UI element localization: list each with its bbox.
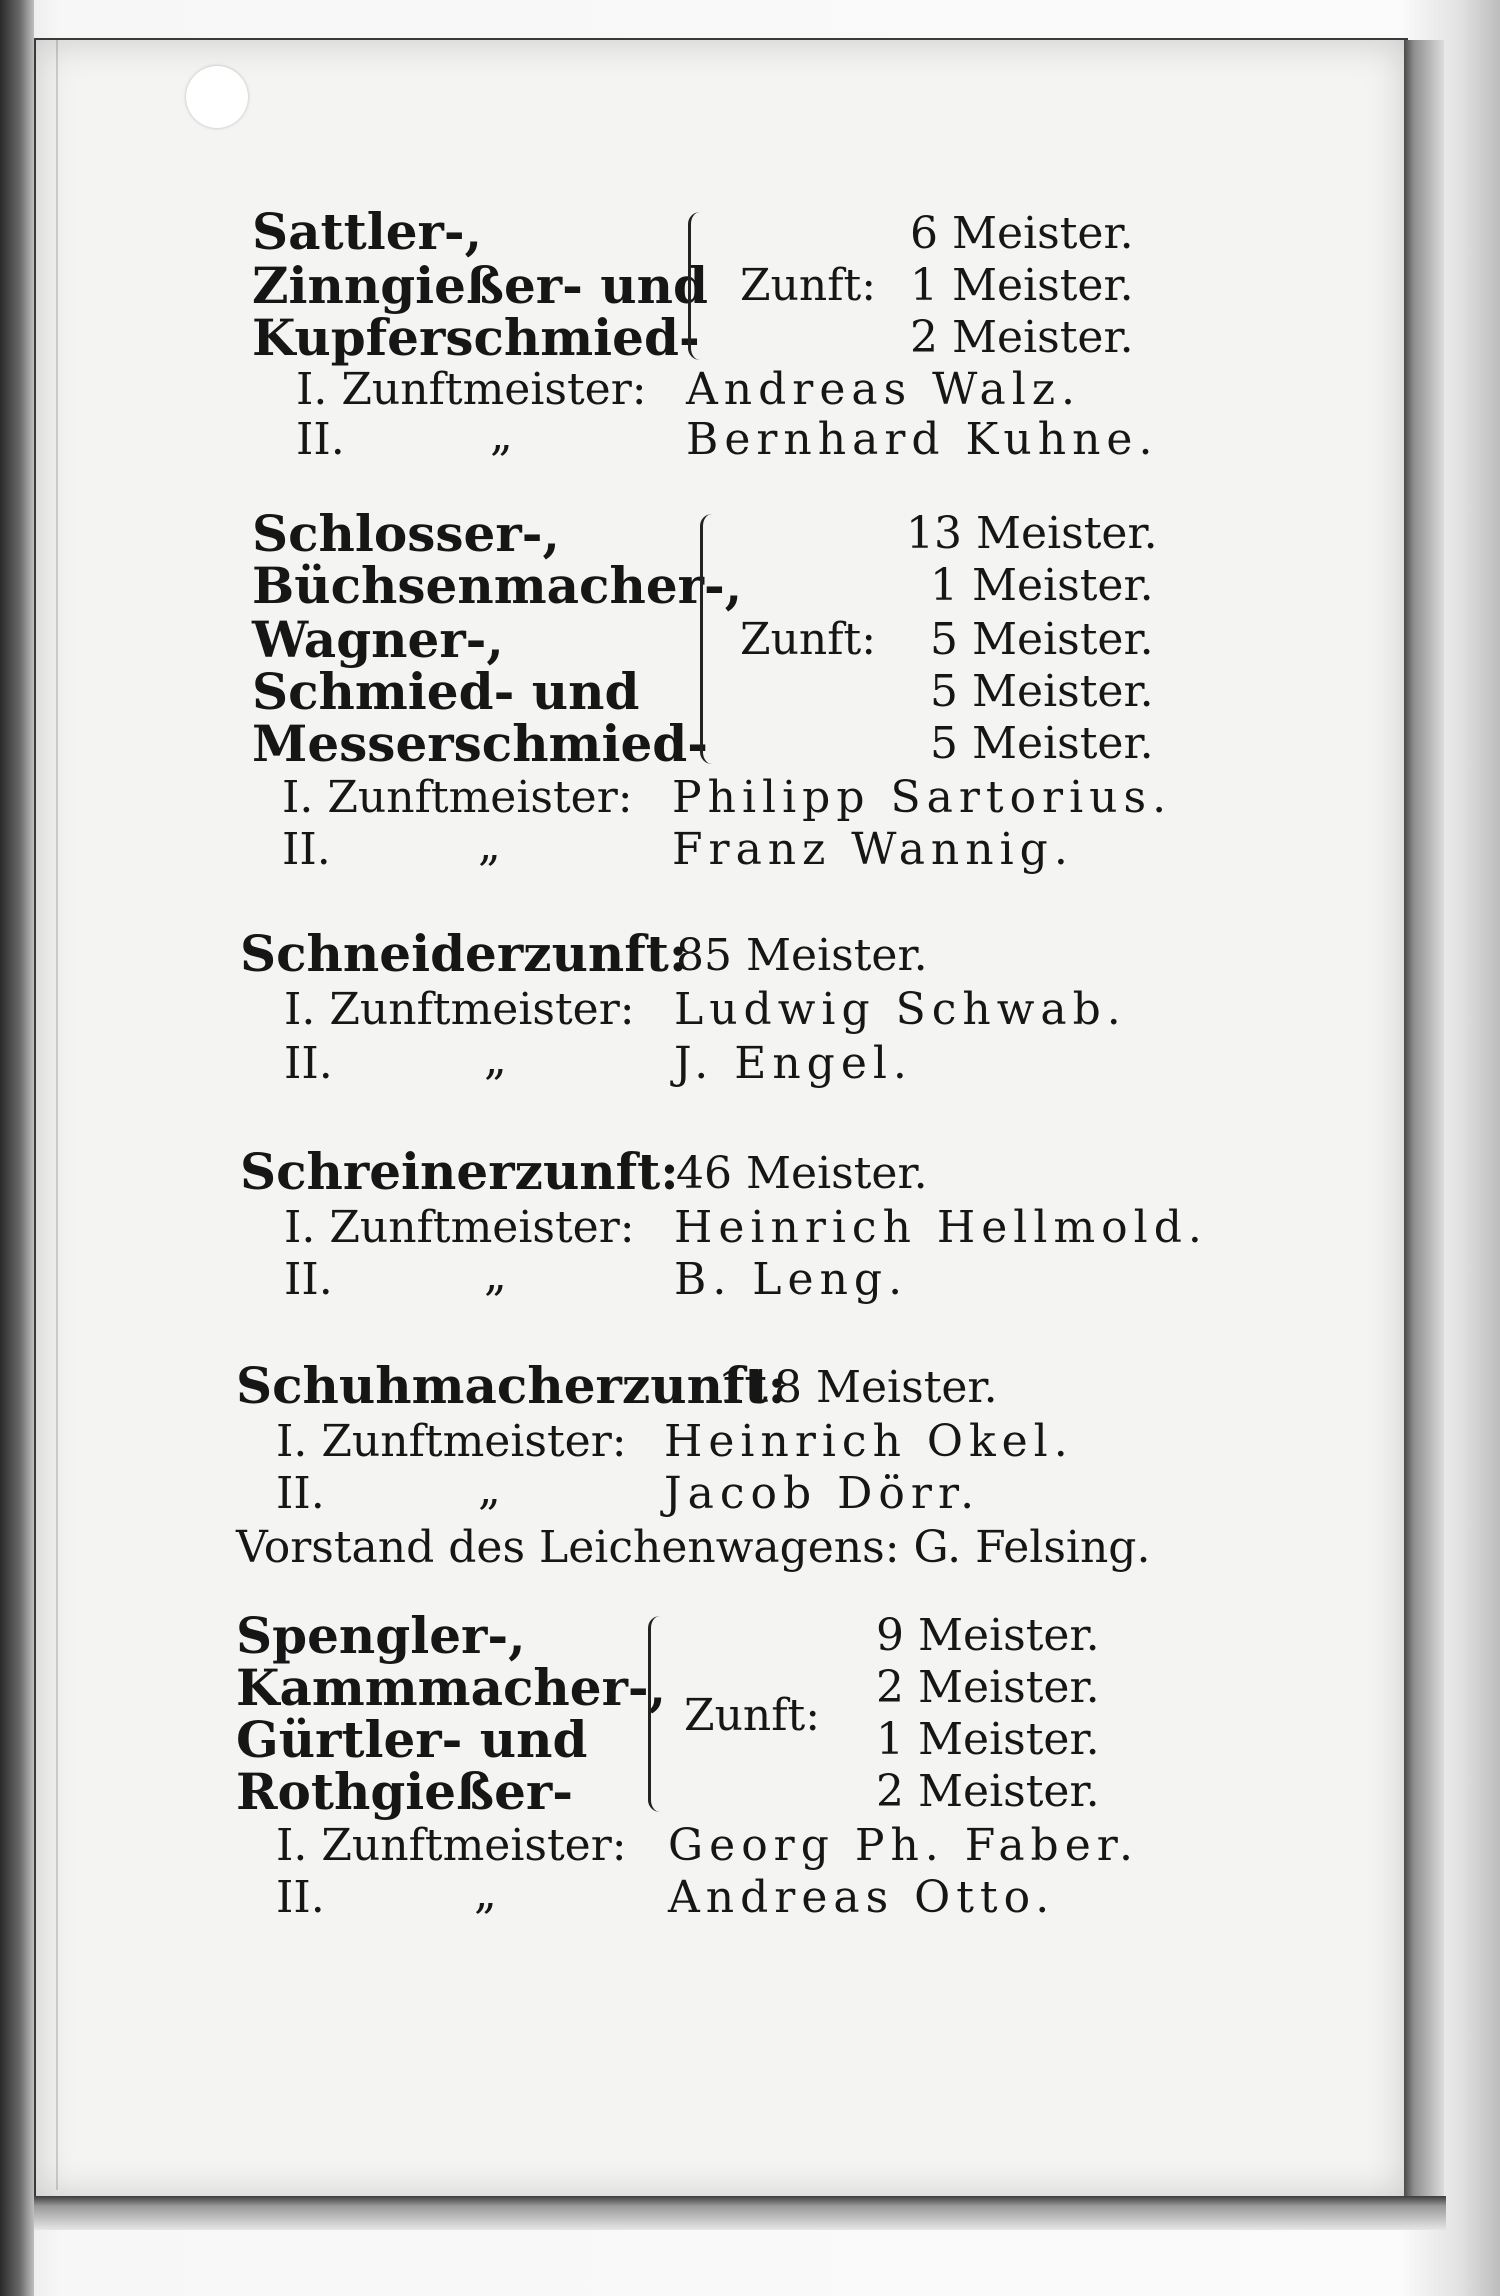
master-name: Heinrich Okel. bbox=[664, 1416, 1074, 1467]
master-name: B. Leng. bbox=[674, 1254, 909, 1305]
master-name: J. Engel. bbox=[674, 1038, 913, 1089]
master-label: I. Zunftmeister: bbox=[282, 772, 633, 823]
master-count: 9 Meister. bbox=[876, 1610, 1100, 1661]
ditto-mark: „ bbox=[478, 1464, 501, 1515]
master-count: 1 Meister. bbox=[930, 560, 1154, 611]
trade-name: Gürtler- und bbox=[236, 1710, 588, 1769]
master-count: 1 Meister. bbox=[876, 1714, 1100, 1765]
master-count: 1 Meister. bbox=[910, 260, 1134, 311]
master-count: 13 Meister. bbox=[906, 508, 1158, 559]
master-label: II. bbox=[296, 414, 345, 465]
trade-name: Spengler-, bbox=[236, 1606, 526, 1665]
master-name: Franz Wannig. bbox=[672, 824, 1074, 875]
guild-title: Schreinerzunft: bbox=[240, 1142, 679, 1201]
master-count: 5 Meister. bbox=[930, 666, 1154, 717]
page-fold bbox=[56, 40, 58, 2190]
ditto-mark: „ bbox=[484, 1250, 507, 1301]
guild-title: Schneiderzunft: bbox=[240, 924, 688, 983]
brace bbox=[700, 514, 719, 764]
trade-name: Schlosser-, bbox=[252, 504, 560, 563]
ditto-mark: „ bbox=[484, 1034, 507, 1085]
master-count: 85 Meister. bbox=[676, 930, 928, 981]
master-label: II. bbox=[276, 1468, 325, 1519]
brace bbox=[688, 212, 705, 360]
trade-name: Kupferschmied- bbox=[252, 308, 700, 367]
page-edge-right bbox=[1404, 40, 1444, 2200]
master-count: 5 Meister. bbox=[930, 718, 1154, 769]
master-label: II. bbox=[282, 824, 331, 875]
master-name: Andreas Otto. bbox=[668, 1872, 1056, 1923]
master-label: I. Zunftmeister: bbox=[284, 1202, 635, 1253]
hearse-board-line: Vorstand des Leichenwagens: G. Felsing. bbox=[236, 1522, 1151, 1573]
trade-name: Wagner-, bbox=[252, 610, 504, 669]
trade-name: Schmied- und bbox=[252, 662, 640, 721]
zunft-label: Zunft: bbox=[740, 614, 877, 665]
master-label: II. bbox=[276, 1872, 325, 1923]
master-name: Bernhard Kuhne. bbox=[686, 414, 1159, 465]
page-edge-bottom bbox=[34, 2196, 1446, 2230]
trade-name: Sattler-, bbox=[252, 202, 483, 261]
trade-name: Zinngießer- und bbox=[252, 256, 708, 315]
guild-title: Schuhmacherzunft: bbox=[236, 1356, 787, 1415]
master-label: I. Zunftmeister: bbox=[276, 1820, 627, 1871]
master-name: Jacob Dörr. bbox=[664, 1468, 981, 1519]
master-label: II. bbox=[284, 1254, 333, 1305]
trade-name: Rothgießer- bbox=[236, 1762, 574, 1821]
master-label: I. Zunftmeister: bbox=[276, 1416, 627, 1467]
master-label: I. Zunftmeister: bbox=[296, 364, 647, 415]
master-count: 46 Meister. bbox=[676, 1148, 928, 1199]
master-name: Heinrich Hellmold. bbox=[674, 1202, 1208, 1253]
master-count: 2 Meister. bbox=[876, 1766, 1100, 1817]
master-count: 2 Meister. bbox=[910, 312, 1134, 363]
master-name: Ludwig Schwab. bbox=[674, 984, 1127, 1035]
master-label: I. Zunftmeister: bbox=[284, 984, 635, 1035]
master-count: 5 Meister. bbox=[930, 614, 1154, 665]
trade-name: Messerschmied- bbox=[252, 714, 708, 773]
master-name: Georg Ph. Faber. bbox=[668, 1820, 1139, 1871]
zunft-label: Zunft: bbox=[740, 260, 877, 311]
master-count: 2 Meister. bbox=[876, 1662, 1100, 1713]
brace bbox=[648, 1616, 667, 1812]
punch-hole bbox=[186, 66, 248, 128]
ditto-mark: „ bbox=[490, 410, 513, 461]
scan-left-edge bbox=[0, 0, 34, 2296]
ditto-mark: „ bbox=[478, 820, 501, 871]
master-name: Philipp Sartorius. bbox=[672, 772, 1173, 823]
ditto-mark: „ bbox=[474, 1868, 497, 1919]
master-label: II. bbox=[284, 1038, 333, 1089]
trade-name: Büchsenmacher-, bbox=[252, 556, 743, 615]
master-name: Andreas Walz. bbox=[686, 364, 1082, 415]
master-count: 118 Meister. bbox=[718, 1362, 998, 1413]
zunft-label: Zunft: bbox=[684, 1690, 821, 1741]
master-count: 6 Meister. bbox=[910, 208, 1134, 259]
trade-name: Kammmacher-, bbox=[236, 1658, 667, 1717]
